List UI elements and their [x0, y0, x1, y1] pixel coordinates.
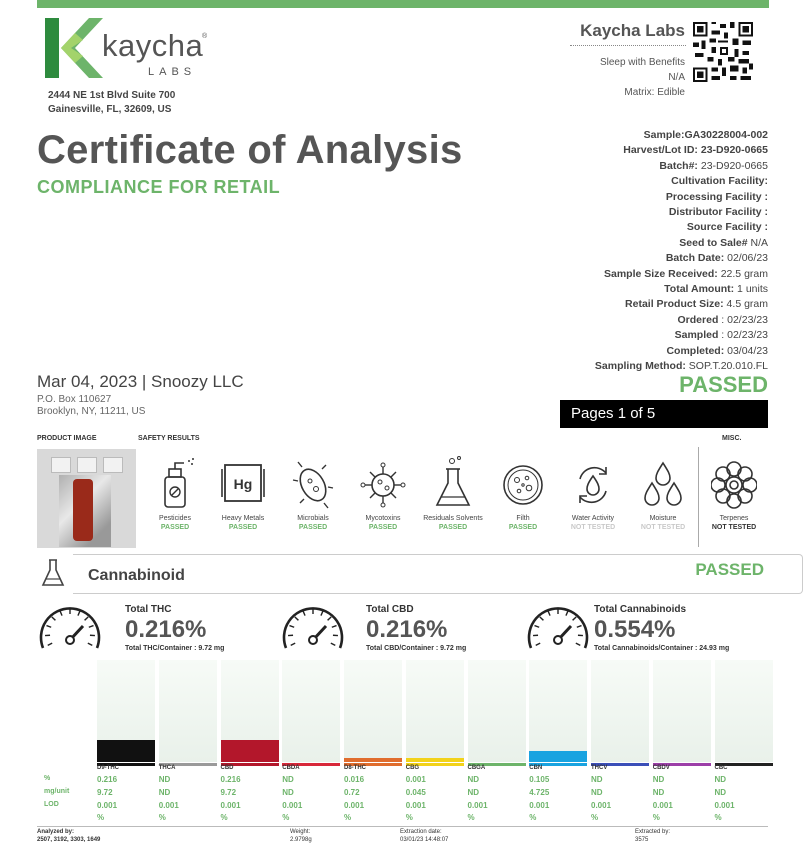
petri-dish-icon	[500, 455, 546, 511]
chart-category-label: CBGA	[467, 765, 486, 771]
safety-item-pesticides	[138, 455, 212, 531]
safety-label: Residuals Solvents	[423, 515, 483, 522]
chart-column	[97, 660, 155, 762]
table-cell-mg-unit: 4.725	[529, 788, 550, 797]
chart-column	[529, 660, 587, 762]
cannabinoid-status: PASSED	[695, 560, 764, 579]
flask-icon	[430, 455, 476, 511]
meta-row	[480, 190, 768, 205]
kaycha-k-icon	[45, 18, 103, 78]
safety-status: NOT TESTED	[570, 524, 616, 531]
table-cell-mg-unit: 9.72	[220, 788, 237, 797]
meta-label: Ordered	[677, 313, 719, 326]
client-date-line: Mar 04, 2023 | Snoozy LLC	[37, 372, 244, 391]
total-container: Total Cannabinoids/Container : 24.93 mg	[594, 645, 730, 652]
client-address	[37, 394, 145, 418]
safety-item-microbials	[276, 455, 350, 531]
safety-label: Moisture	[649, 515, 677, 522]
meta-value: N/A	[747, 236, 768, 249]
meta-label: Sampling Method:	[594, 360, 686, 373]
chart-category-label: CBN	[529, 765, 543, 771]
logo-labs: LABS	[148, 66, 197, 78]
meta-row	[480, 128, 768, 143]
table-cell-pct: ND	[467, 775, 480, 784]
meta-row	[480, 220, 768, 235]
footer-weight-value: 2.9798g	[290, 837, 312, 843]
section-misc-label: MISC.	[722, 435, 742, 442]
section-safety-results-label: SAFETY RESULTS	[138, 435, 200, 442]
chart-column	[406, 660, 464, 762]
meta-row	[480, 174, 768, 189]
product-info	[520, 55, 685, 100]
meta-value: 23-D920-0665	[697, 144, 768, 157]
cannabinoid-title: Cannabinoid	[88, 567, 185, 584]
total-total-thc	[125, 604, 224, 652]
meta-value: 03/04/23	[724, 344, 768, 357]
client-address-line1: P.O. Box 110627	[37, 394, 112, 405]
table-cell-pct: 0.216	[97, 775, 118, 784]
safety-label: Heavy Metals	[221, 515, 265, 522]
footer-weight	[290, 828, 312, 844]
chart-column	[653, 660, 711, 762]
flower-icon	[711, 455, 757, 511]
table-cell-pct: ND	[158, 775, 171, 784]
table-cell-lod: 0.001	[652, 801, 673, 810]
table-cell-mg-unit: ND	[714, 788, 727, 797]
total-value: 0.216%	[125, 616, 207, 643]
meta-row	[480, 297, 768, 312]
meta-value: SOP.T.20.010.FL	[685, 360, 768, 373]
section-product-image-label: PRODUCT IMAGE	[37, 435, 97, 442]
meta-label: Cultivation Facility:	[671, 175, 768, 188]
row-label-lod: LOD	[44, 801, 59, 808]
meta-label: Processing Facility :	[665, 190, 768, 203]
chart-column	[344, 660, 402, 762]
virus-icon	[360, 455, 406, 511]
row-label-pct: %	[44, 775, 51, 782]
table-cell-unit: %	[220, 813, 228, 822]
meta-row	[480, 328, 768, 343]
footer-weight-label: Weight:	[290, 829, 311, 835]
safety-item-mycotoxins	[346, 455, 420, 531]
meta-label: Batch#:	[659, 159, 698, 172]
total-value: 0.554%	[594, 616, 676, 643]
safety-item-residuals-solvents	[416, 455, 490, 531]
total-container: Total THC/Container : 9.72 mg	[125, 645, 225, 652]
footer-analyzed	[37, 828, 100, 844]
total-label: Total Cannabinoids	[594, 604, 687, 615]
droplets-icon	[640, 455, 686, 511]
gauge-icon	[280, 604, 346, 656]
safety-status: PASSED	[160, 524, 190, 531]
table-cell-unit: %	[405, 813, 413, 822]
safety-item-terpenes	[697, 455, 771, 531]
flask-icon	[40, 558, 66, 588]
chart-bar	[221, 740, 279, 762]
table-cell-lod: 0.001	[158, 801, 179, 810]
bacteria-icon	[290, 455, 336, 511]
safety-status: PASSED	[368, 524, 398, 531]
table-cell-unit: %	[529, 813, 537, 822]
meta-value: : 02/23/23	[718, 313, 768, 326]
meta-row	[480, 344, 768, 359]
table-cell-unit: %	[591, 813, 599, 822]
logo-registered-mark: ®	[202, 33, 208, 40]
footer-analyzed-label: Analyzed by:	[37, 829, 75, 835]
footer-extraction-value: 03/01/23 14:48:07	[400, 837, 449, 843]
product-na: N/A	[668, 72, 685, 83]
product-image	[37, 449, 136, 548]
total-label: Total THC	[125, 604, 172, 615]
chart-category-label: CBG	[405, 765, 420, 771]
safety-status: PASSED	[228, 524, 258, 531]
chart-category-label: CBC	[714, 765, 728, 771]
table-cell-lod: 0.001	[405, 801, 426, 810]
meta-value: 1 units	[734, 283, 768, 296]
total-total-cannabinoids	[594, 604, 729, 652]
meta-label: Sampled	[674, 329, 719, 342]
chart-column	[591, 660, 649, 762]
meta-row	[480, 159, 768, 174]
chart-category-label: THCA	[158, 765, 176, 771]
lab-address-line1: 2444 NE 1st Blvd Suite 700	[48, 90, 176, 101]
table-cell-mg-unit: 0.045	[405, 788, 426, 797]
safety-status: PASSED	[298, 524, 328, 531]
meta-value: GA30228004-002	[684, 129, 768, 141]
total-total-cbd	[366, 604, 466, 652]
meta-label: Distributor Facility :	[668, 206, 768, 219]
table-cell-pct: ND	[714, 775, 727, 784]
spray-bottle-icon	[152, 455, 198, 511]
gauge-icon	[525, 604, 591, 656]
chart-column	[715, 660, 773, 762]
cannabinoid-bar-chart	[97, 660, 762, 762]
divider	[698, 447, 699, 547]
meta-row	[480, 143, 768, 158]
table-cell-lod: 0.001	[714, 801, 735, 810]
top-accent-bar	[37, 0, 769, 8]
safety-item-moisture	[626, 455, 700, 531]
chart-category-label: THCV	[591, 765, 608, 771]
footer-analyzed-value: 2507, 3192, 3303, 1649	[37, 837, 101, 843]
meta-label: Completed:	[666, 344, 725, 357]
meta-row	[480, 251, 768, 266]
footer-extracted	[635, 828, 670, 844]
table-cell-lod: 0.001	[344, 801, 365, 810]
page-title: Certificate of Analysis	[37, 128, 463, 172]
meta-label: Seed to Sale#	[679, 236, 748, 249]
table-cell-lod: 0.001	[467, 801, 488, 810]
table-cell-pct: 0.105	[529, 775, 550, 784]
table-cell-unit: %	[97, 813, 105, 822]
chart-column	[221, 660, 279, 762]
meta-row	[480, 205, 768, 220]
table-cell-lod: 0.001	[282, 801, 303, 810]
chart-bar	[344, 758, 402, 762]
safety-item-heavy-metals	[206, 455, 280, 531]
lab-name: Kaycha Labs	[580, 21, 685, 40]
table-cell-lod: 0.001	[97, 801, 118, 810]
cannabinoid-header	[37, 554, 768, 594]
chart-category-label: D8-THC	[344, 765, 366, 771]
total-container: Total CBD/Container : 9.72 mg	[366, 645, 467, 652]
row-label-mg: mg/unit	[44, 788, 70, 795]
table-cell-lod: 0.001	[591, 801, 612, 810]
safety-label: Terpenes	[719, 515, 749, 522]
table-cell-pct: 0.016	[344, 775, 365, 784]
safety-item-water-activity	[556, 455, 630, 531]
product-name: Sleep with Benefits	[599, 57, 685, 68]
safety-status: PASSED	[438, 524, 468, 531]
safety-status: PASSED	[508, 524, 538, 531]
safety-label: Pesticides	[159, 515, 191, 522]
meta-value: : 02/23/23	[718, 329, 768, 342]
footer-extracted-label: Extracted by:	[635, 829, 671, 835]
page-indicator: Pages 1 of 5	[560, 400, 768, 428]
overall-status-badge: PASSED	[679, 372, 768, 397]
table-cell-pct: ND	[652, 775, 665, 784]
chart-category-label: CBDV	[652, 765, 670, 771]
footer-extraction	[400, 828, 448, 844]
table-cell-mg-unit: ND	[652, 788, 665, 797]
safety-label: Mycotoxins	[365, 515, 401, 522]
table-cell-mg-unit: 0.72	[344, 788, 360, 797]
divider	[37, 826, 768, 827]
meta-label: Retail Product Size:	[625, 298, 724, 311]
meta-value: 22.5 gram	[717, 267, 768, 280]
water-cycle-icon	[570, 455, 616, 511]
table-cell-pct: ND	[282, 775, 294, 784]
chart-column	[468, 660, 526, 762]
safety-label: Water Activity	[571, 515, 615, 522]
table-cell-mg-unit: ND	[158, 788, 171, 797]
chart-column	[159, 660, 217, 762]
lab-address	[48, 89, 175, 117]
table-cell-pct: 0.001	[405, 775, 426, 784]
table-cell-unit: %	[714, 813, 722, 822]
table-cell-unit: %	[652, 813, 660, 822]
safety-status: NOT TESTED	[640, 524, 686, 531]
table-cell-unit: %	[282, 813, 290, 822]
meta-row	[480, 267, 768, 282]
page-subtitle: COMPLIANCE FOR RETAIL	[37, 177, 281, 197]
meta-label: Source Facility :	[686, 221, 768, 234]
table-cell-mg-unit: ND	[467, 788, 480, 797]
product-matrix: Matrix: Edible	[624, 87, 685, 98]
svg-text:Hg: Hg	[233, 476, 253, 492]
safety-item-filth	[486, 455, 560, 531]
table-cell-lod: 0.001	[220, 801, 241, 810]
meta-value: 23-D920-0665	[697, 159, 768, 172]
total-value: 0.216%	[366, 616, 448, 643]
footer-extraction-label: Extraction date:	[400, 829, 442, 835]
footer-extracted-value: 3575	[635, 837, 649, 843]
table-cell-mg-unit: ND	[591, 788, 603, 797]
meta-label: Sample Size Received:	[603, 267, 718, 280]
chart-category-label: D9-THC	[97, 765, 119, 771]
chart-category-label: CBDA	[282, 765, 300, 771]
table-cell-unit: %	[158, 813, 166, 822]
chart-bar	[406, 758, 464, 762]
meta-row	[480, 236, 768, 251]
table-cell-unit: %	[467, 813, 475, 822]
meta-label: Total Amount:	[664, 283, 735, 296]
qr-code-icon[interactable]	[693, 22, 753, 82]
chart-column	[282, 660, 340, 762]
meta-row	[480, 313, 768, 328]
total-label: Total CBD	[366, 604, 414, 615]
table-cell-mg-unit: 9.72	[97, 788, 113, 797]
lab-address-line2: Gainesville, FL, 32609, US	[48, 104, 172, 115]
hg-icon	[220, 455, 266, 511]
sample-metadata	[480, 128, 768, 375]
logo-wordmark: kaycha	[102, 28, 204, 63]
meta-label: Harvest/Lot ID:	[623, 144, 698, 157]
safety-status: NOT TESTED	[711, 524, 757, 531]
meta-value: 02/06/23	[724, 252, 768, 265]
divider	[570, 45, 686, 46]
chart-bar	[97, 740, 155, 762]
chart-bar	[529, 751, 587, 762]
table-cell-pct: 0.216	[220, 775, 241, 784]
table-cell-lod: 0.001	[529, 801, 550, 810]
chart-category-label: CBD	[220, 765, 234, 771]
meta-label: Batch Date:	[665, 252, 725, 265]
kaycha-logo	[45, 18, 215, 82]
table-cell-pct: ND	[591, 775, 603, 784]
gauge-icon	[37, 604, 103, 656]
safety-label: Microbials	[297, 515, 329, 522]
meta-row	[480, 282, 768, 297]
table-cell-unit: %	[344, 813, 352, 822]
client-address-line2: Brooklyn, NY, 11211, US	[37, 406, 146, 417]
meta-label: Sample:	[643, 129, 685, 141]
safety-label: Filth	[516, 515, 530, 522]
table-cell-mg-unit: ND	[282, 788, 294, 797]
meta-value: 4.5 gram	[723, 298, 768, 311]
